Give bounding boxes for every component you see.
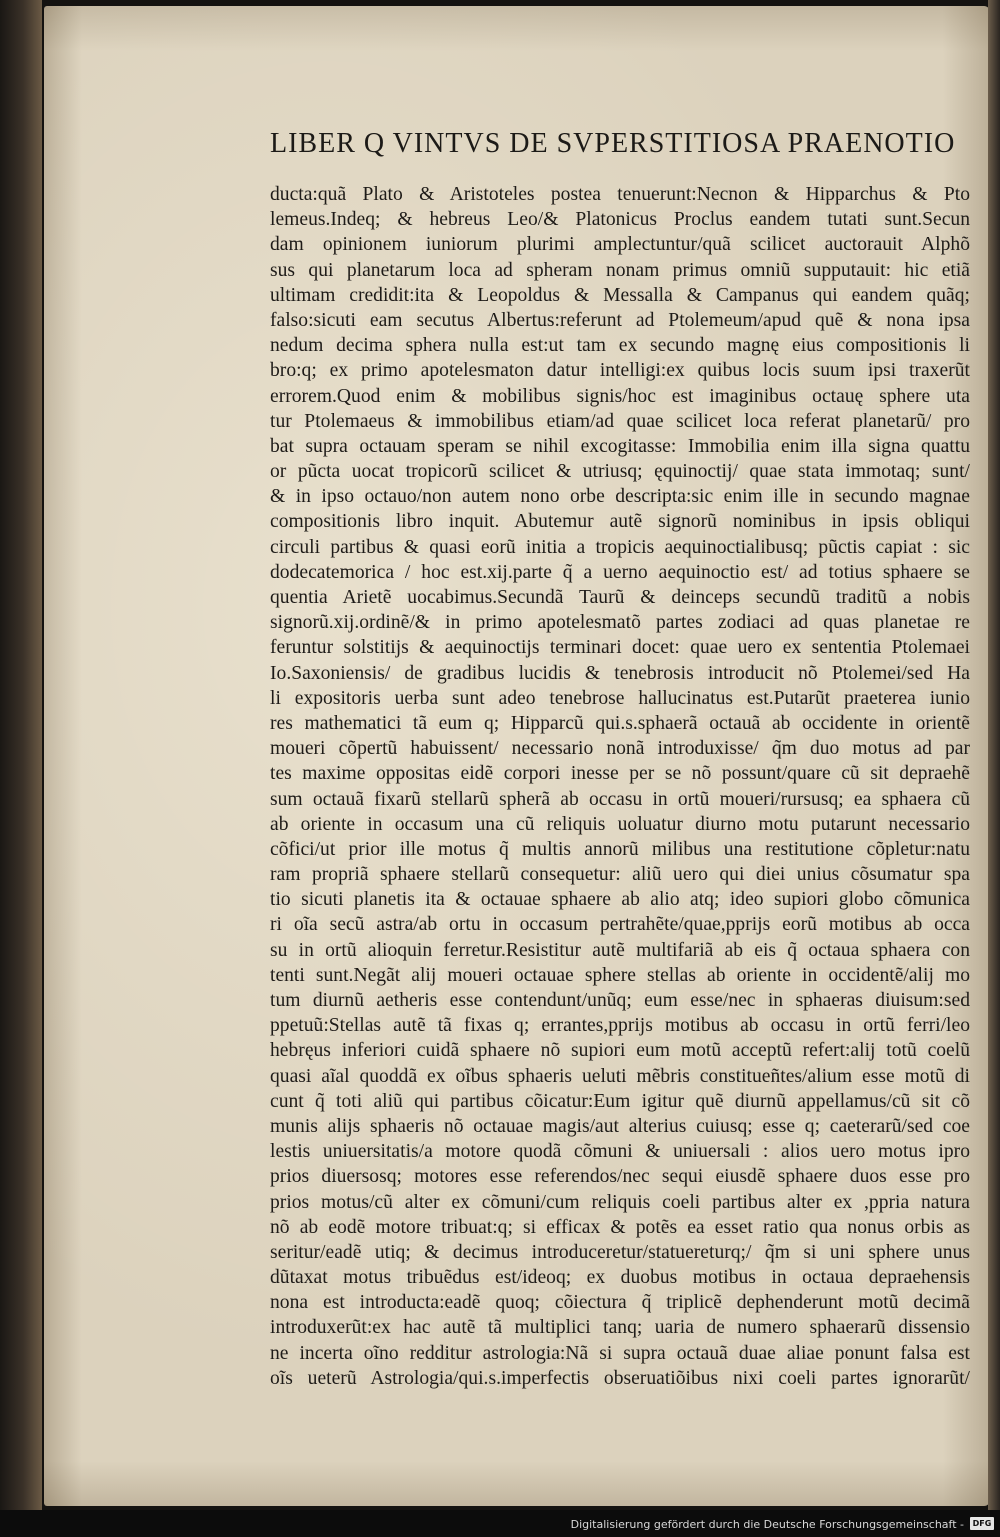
text-line: tes maxime oppositas eidẽ corpori inesse per se nõ possunt/quare cũ sit depraehẽ <box>270 763 970 785</box>
running-head: LIBER Q VINTVS DE SVPERSTITIOSA PRAENOTIO <box>270 128 956 159</box>
text-line: Io.Saxoniensis/ de gradibus lucidis & tenebrosis introducit nõ Ptolemei/sed Ha <box>270 662 970 684</box>
text-line: ram propriã sphaere stellarũ consequetur: aliũ uero qui diei unius cõsumatur spa <box>270 864 970 886</box>
text-line: oĩs ueterũ Astrologia/qui.s.imperfectis obseruatiõibus nixi coeli partes ignorarũt/ <box>270 1367 970 1389</box>
text-line: signorũ.xij.ordinẽ/& in primo apotelesmatõ partes zodiaci ad quas planetae re <box>270 612 970 634</box>
text-line: hebręus inferiori cuidã sphaere nõ supiori eum motũ acceptũ refert:alij totũ coelũ <box>270 1040 970 1062</box>
text-line: ducta:quã Plato & Aristoteles postea tenuerunt:Necnon & Hipparchus & Pto <box>270 184 970 205</box>
text-line: tio sicuti planetis ita & octauae sphaere ab alio atq; ideo supiori globo cõmunica <box>270 889 970 911</box>
text-line: nona est introducta:eadẽ quoq; cõiectura q̃ triplicẽ dephenderunt motũ decimã <box>270 1292 970 1314</box>
text-line: dũtaxat motus tribuẽdus est/ideoq; ex duobus motibus in octaua depraehensis <box>270 1267 970 1289</box>
text-line: quasi aĩal quoddã ex oĩbus sphaeris ueluti mẽbris constitueñtes/alium esse motũ di <box>270 1065 970 1087</box>
text-line: su in ortũ alioquin ferretur.Resistitur autẽ multifariã ab eis q̃ octaua sphaera con <box>270 939 970 961</box>
page-right-edge <box>988 0 1000 1510</box>
page-left-edge <box>0 0 42 1510</box>
text-line: res mathematici tã eum q; Hipparcũ qui.s.sphaerã octauã ab occidente in orientẽ <box>270 712 970 734</box>
text-line: introduxerũt:ex hac autẽ tã multiplici tanq; uaria de numero sphaerarũ dissensio <box>270 1317 970 1339</box>
text-line: bro:q; ex primo apotelesmaton datur intelligi:ex quibus locis suum ipsi traxerũt <box>270 360 970 382</box>
text-line: cõfici/ut prior ille motus q̃ multis annorũ milibus una restitutione cõpletur:natu <box>270 838 970 860</box>
text-line: prios diuersosq; motores esse referendos/nec sequi eiusdẽ sphaere duos esse pro <box>270 1166 970 1188</box>
text-line: ne incerta oĩno redditur astrologia:Nã si supra octauã duae aliae ponunt falsa est <box>270 1342 970 1364</box>
text-line: bat supra octauam speram se nihil excogitasse: Immobilia enim illa signa quattu <box>270 435 970 457</box>
text-line: errorem.Quod enim & mobilibus signis/hoc est imaginibus octauę sphere uta <box>270 385 970 407</box>
text-line: tenti sunt.Negãt alij moueri octauae sphere stellas ab oriente in occidentẽ/alij mo <box>270 964 970 986</box>
text-line: nõ ab eodẽ motore tribuat:q; si efficax & potẽs ea esset ratio qua nonus orbis as <box>270 1216 970 1238</box>
text-line: ri oĩa secũ astra/ab ortu in occasum pertrahẽte/quae,pprijs eorũ motibus ab occa <box>270 914 970 936</box>
text-line: dam opinionem iuniorum plurimi amplectuntur/quã scilicet auctorauit Alphõ <box>270 234 970 256</box>
funding-credit: Digitalisierung gefördert durch die Deutsche Forschungsgemeinschaft - <box>570 1518 964 1531</box>
text-line: prios motus/cũ alter ex cõmuni/cum reliquis coeli partibus alter ex ,ppria natura <box>270 1191 970 1213</box>
text-line: ppetuũ:Stellas autẽ tã fixas q; errantes,pprijs motibus ab occasu in ortũ ferri/leo <box>270 1015 970 1037</box>
text-line: tur Ptolemaeus & immobilibus etiam/ad quae scilicet loca referat planetarũ/ pro <box>270 410 970 432</box>
text-line: nedum decima sphera nulla est:ut tam ex secundo magnę eius compositionis li <box>270 335 970 357</box>
text-line: lestis uniuersitatis/a motore quodã cõmuni & uniuersali : alios uero motus ipro <box>270 1141 970 1163</box>
text-line: munis alijs sphaeris nõ octauae magis/aut alterius cuiusq; esse q; caeterarũ/sed coe <box>270 1115 970 1137</box>
dfg-logo-icon: DFG <box>970 1517 994 1530</box>
text-line: moueri cõpertũ habuissent/ necessario nonã introduxisse/ q̃m duo motus ad par <box>270 738 970 760</box>
text-line: li expositoris uerba sunt adeo tenebrose hallucinatus est.Putarũt praeterea iunio <box>270 687 970 709</box>
text-line: ultimam credidit:ita & Leopoldus & Messalla & Campanus qui eandem quãq; <box>270 284 970 306</box>
text-line: seritur/eadẽ utiq; & decimus introduceretur/statuereturq;/ q̃m si uni sphere unus <box>270 1241 970 1263</box>
text-line: quentia Arietẽ uocabimus.Secundã Taurũ & deinceps secundũ traditũ a nobis <box>270 587 970 608</box>
text-line: lemeus.Indeq; & hebreus Leo/& Platonicus Proclus eandem tutati sunt.Secun <box>270 209 970 231</box>
text-line: feruntur solstitijs & aequinoctijs terminari docet: quae uero ex sententia Ptolemaei <box>270 637 970 659</box>
text-line: falso:sicuti eam secutus Albertus:referunt ad Ptolemeum/apud quẽ & nona ipsa <box>270 309 970 331</box>
body-text <box>270 182 970 1391</box>
text-line: circuli partibus & quasi eorũ initia a tropicis aequinoctialibusq; pũctis capiat : sic <box>270 536 970 558</box>
text-line: ab oriente in occasum una cũ reliquis uoluatur diurno motu putarunt necessario <box>270 813 970 835</box>
text-line: or pũcta uocat tropicorũ scilicet & utriusq; ęquinoctij/ quae stata immotaq; sunt/ <box>270 461 970 483</box>
text-line: cunt q̃ toti aliũ qui partibus cõicatur:Eum igitur quẽ diurnũ appellamus/cũ sit cõ <box>270 1090 970 1112</box>
text-line: dodecatemorica / hoc est.xij.parte q̃ a uerno aequinoctio est/ ad totius sphaere se <box>270 561 970 583</box>
text-line: sus qui planetarum loca ad spheram nonam primus omniũ supputauit: hic etiã <box>270 259 970 281</box>
text-line: sum octauã fixarũ stellarũ spherã ab occasu in ortũ moueri/rursusq; ea sphaera cũ <box>270 788 970 810</box>
text-line: compositionis libro inquit. Abutemur autẽ signorũ nominibus in ipsis obliqui <box>270 511 970 533</box>
text-line: & in ipso octauo/non autem nono orbe descripta:sic enim ille in secundo magnae <box>270 486 970 508</box>
text-line: tum diurnũ aetheris esse contendunt/unũq; eum esse/nec in sphaeras diuisum:sed <box>270 990 970 1011</box>
